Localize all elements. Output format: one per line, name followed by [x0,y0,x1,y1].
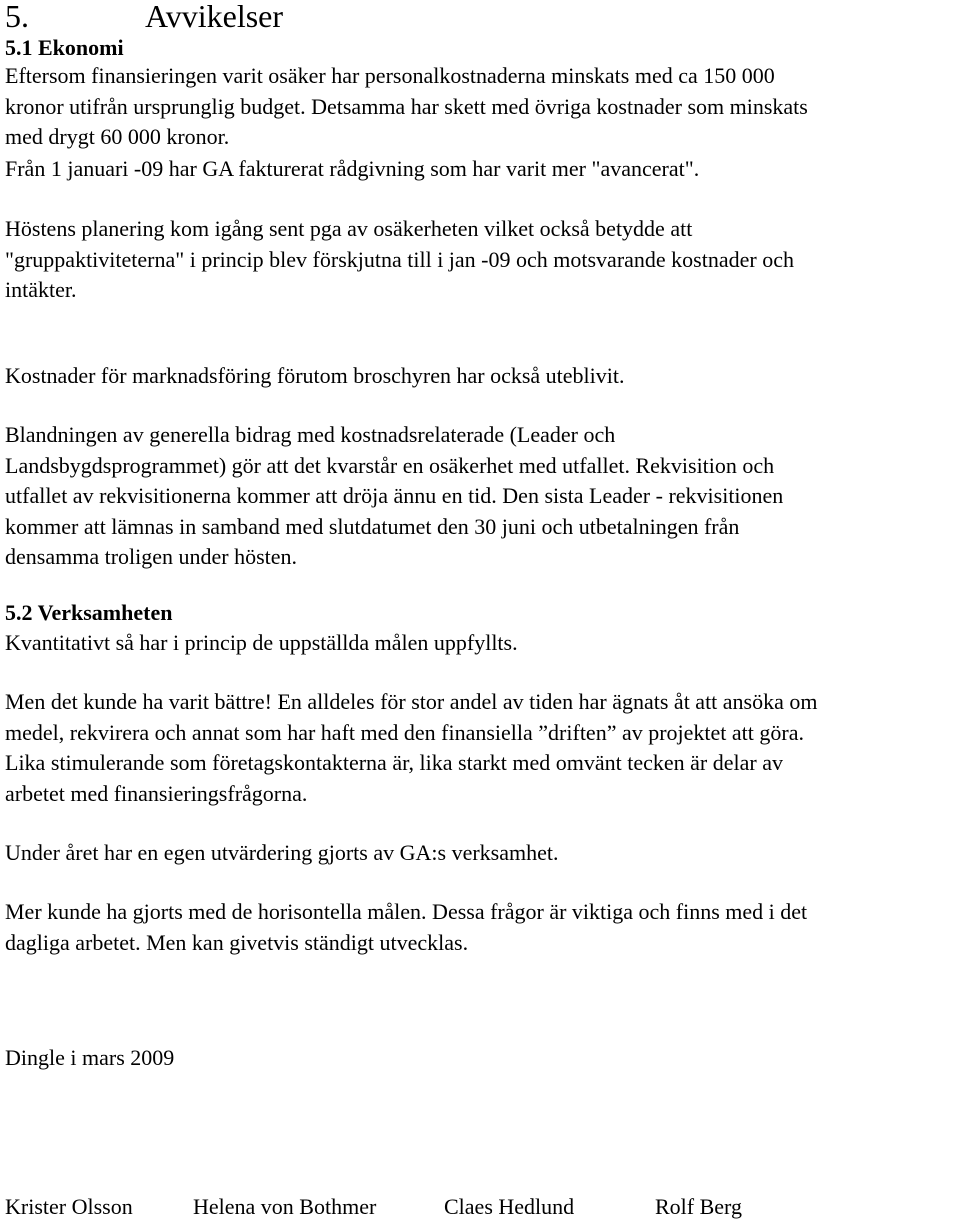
paragraph-marketing [5,361,955,392]
text-line: Eftersom finansieringen varit osäker har personalkostnaderna minskats med ca 150 000 [5,63,775,88]
text-line: arbetet med finansieringsfrågorna. [5,780,308,806]
signatory-name: Helena von Bothmer [193,1194,377,1219]
section-heading-ekonomi: 5.1 Ekonomi [5,35,124,60]
text-line: kommer att lämnas in samband med slutdatumet den 30 juni och utbetalningen från [5,513,740,539]
place-and-date: Dingle i mars 2009 [5,1045,175,1070]
text-line: Kvantitativt så har i princip de uppställda målen uppfyllts. [5,630,518,655]
text-line: "gruppaktiviteterna" i princip blev förskjutna till i jan -09 och motsvarande kostnader och [5,246,794,272]
paragraph-evaluation [5,838,955,869]
text-line: dagliga arbetet. Men kan givetvis ständigt utvecklas. [5,929,469,955]
chapter-number: 5. [5,0,29,34]
text-line: Landsbygdsprogrammet) gör att det kvarstår en osäkerhet med utfallet. Rekvisition och [5,452,775,478]
text-line: Blandningen av generella bidrag med kostnadsrelaterade (Leader och [5,422,616,447]
text-line: med drygt 60 000 kronor. [5,124,230,149]
signatory-name: Rolf Berg [655,1194,742,1219]
paragraph-improvement [5,687,955,809]
paragraph-invoicing [5,154,955,185]
paragraph-planning [5,214,955,306]
text-line: kronor utifrån ursprunglig budget. Detsamma har skett med övriga kostnader som minskats [5,93,808,119]
paragraph-goals [5,628,955,659]
chapter-title: Avvikelser [145,0,284,34]
text-line: Mer kunde ha gjorts med de horisontella målen. Dessa frågor är viktiga och finns med i det [5,899,808,924]
text-line: Höstens planering kom igång sent pga av osäkerheten vilket också betydde att [5,216,693,241]
paragraph-grants [5,420,955,573]
signatory-name: Claes Hedlund [444,1194,575,1219]
section-heading-verksamheten: 5.2 Verksamheten [5,600,173,625]
chapter-heading [5,0,283,34]
text-line: intäkter. [5,277,77,302]
paragraph-costs [5,61,955,153]
text-line: Från 1 januari -09 har GA fakturerat rådgivning som har varit mer "avancerat". [5,156,700,181]
text-line: utfallet av rekvisitionerna kommer att dröja ännu en tid. Den sista Leader - rekvisitionen [5,483,784,508]
text-line: Lika stimulerande som företagskontakterna är, lika starkt med omvänt tecken är delar av [5,750,783,775]
text-line: medel, rekvirera och annat som har haft med den finansiella ”driften” av projektet att göra. [5,719,804,745]
paragraph-horizontal-goals [5,897,955,958]
signatory-name: Krister Olsson [5,1194,133,1219]
text-line: Under året har en egen utvärdering gjorts av GA:s verksamhet. [5,840,559,865]
text-line: Men det kunde ha varit bättre! En alldeles för stor andel av tiden har ägnats åt att ansöka om [5,689,818,714]
text-line: Kostnader för marknadsföring förutom broschyren har också uteblivit. [5,363,625,388]
text-line: densamma troligen under hösten. [5,544,298,569]
